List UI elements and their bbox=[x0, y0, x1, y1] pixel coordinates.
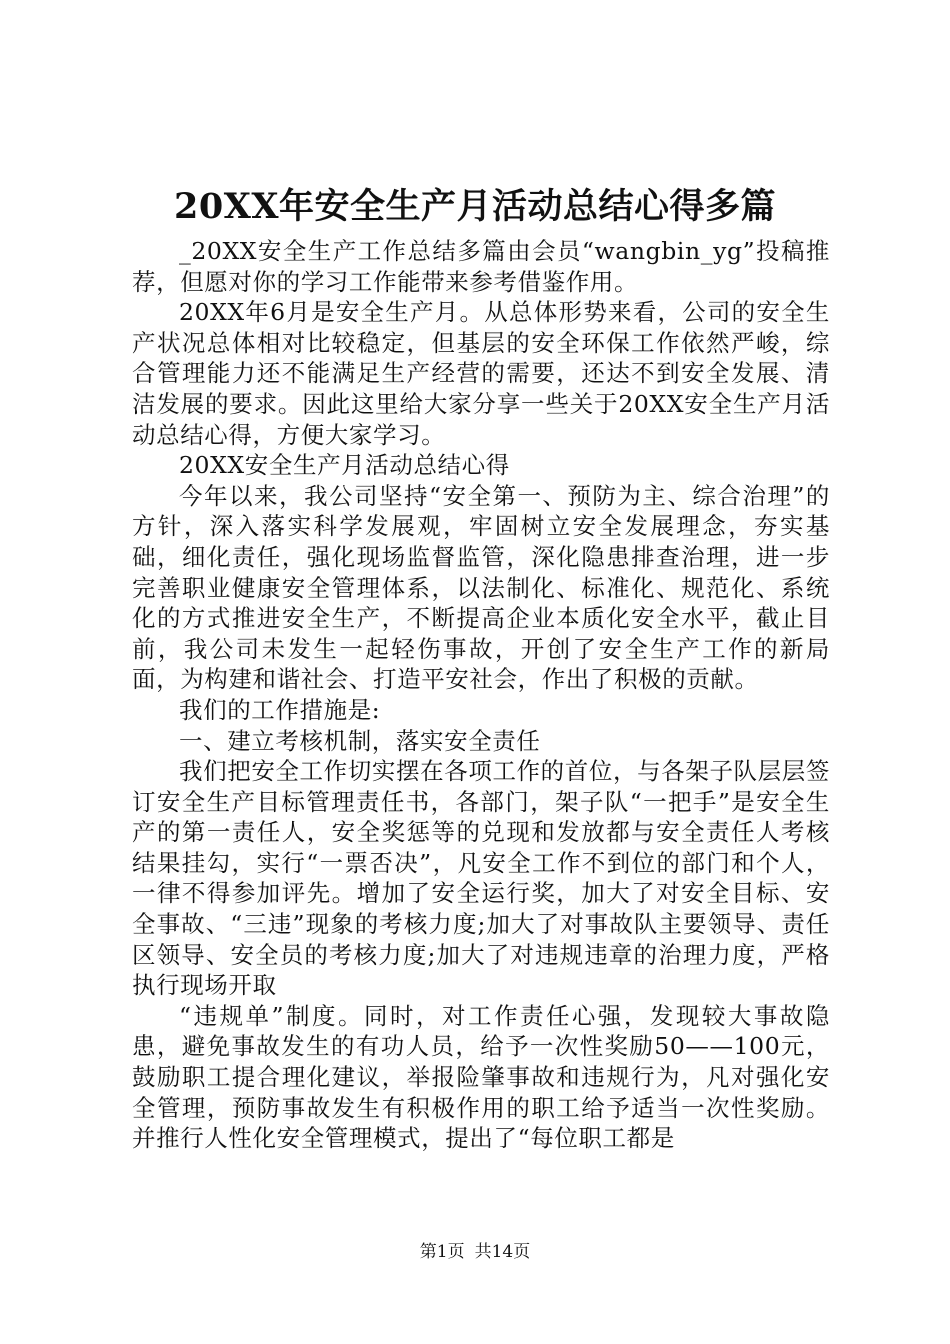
measure-one-paragraph: 我们把安全工作切实摆在各项工作的首位，与各架子队层层签订安全生产目标管理责任书，各部门，架子队“一把手”是安全生产的第一责任人，安全奖惩等的兑现和发放都与安全责任人考核结果挂勾，实行“一票否决”，凡安全工作不到位的部门和个人，一律不得参加评先。增加了安全运行奖，加大了对安全目标、安全事故、“三违”现象的考核力度;加大了对事故队主要领导、责任区领导、安全员的考核力度;加大了对违规违章的治理力度，严格执行现场开取 bbox=[132, 757, 830, 1000]
page-footer bbox=[0, 1241, 950, 1263]
measures-heading: 我们的工作措施是: bbox=[179, 695, 381, 724]
section-heading: 20XX安全生产月活动总结心得 bbox=[179, 451, 510, 480]
document-title: 20XX年安全生产月活动总结心得多篇 bbox=[173, 186, 777, 227]
page-number: 第1页 bbox=[419, 1242, 465, 1262]
measure-one-heading: 一、建立考核机制，落实安全责任 bbox=[179, 726, 541, 755]
background-paragraph: 20XX年6月是安全生产月。从总体形势来看，公司的安全生产状况总体相对比较稳定，但基层的安全环保工作依然严峻，综合管理能力还不能满足生产经营的需要，还达不到安全发展、清洁发展的要求。因此这里给大家分享一些关于20XX安全生产月活动总结心得，方便大家学习。 bbox=[132, 298, 830, 449]
intro-paragraph: _20XX安全生产工作总结多篇由会员“wangbin_yg”投稿推荐，但愿对你的学习工作能带来参考借鉴作用。 bbox=[132, 237, 830, 296]
page-total: 共14页 bbox=[474, 1242, 531, 1262]
document-body bbox=[132, 236, 830, 1154]
summary-paragraph: 今年以来，我公司坚持“安全第一、预防为主、综合治理”的方针，深入落实科学发展观，牢固树立安全发展理念，夯实基础，细化责任，强化现场监督监管，深化隐患排查治理，进一步完善职业健康安全管理体系，以法制化、标准化、规范化、系统化的方式推进安全生产，不断提高企业本质化安全水平，截止目前，我公司未发生一起轻伤事故，开创了安全生产工作的新局面，为构建和谐社会、打造平安社会，作出了积极的贡献。 bbox=[132, 481, 830, 694]
continuation-paragraph: “违规单”制度。同时，对工作责任心强，发现较大事故隐患，避免事故发生的有功人员，给予一次性奖励50——100元，鼓励职工提合理化建议，举报险肇事故和违规行为，凡对强化安全管理，预防事故发生有积极作用的职工给予适当一次性奖励。并推行人性化安全管理模式，提出了“每位职工都是 bbox=[132, 1001, 830, 1153]
